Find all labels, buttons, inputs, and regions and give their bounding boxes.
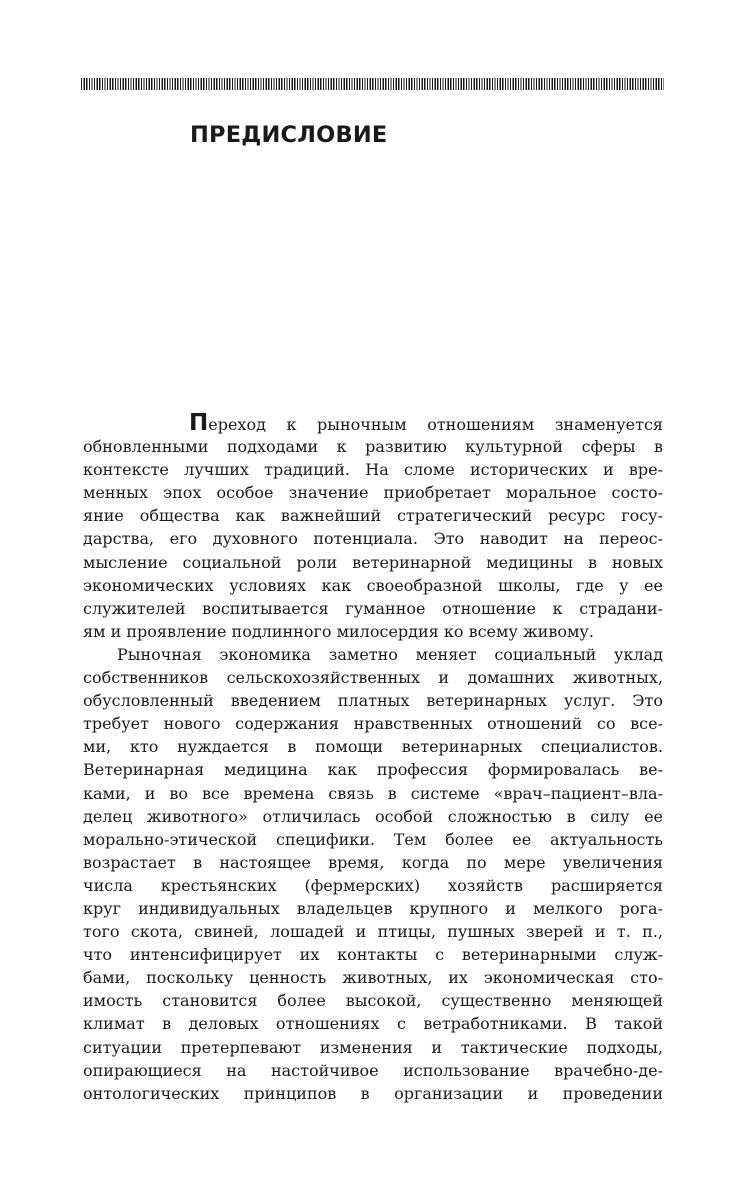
text-line: бами, поскольку ценность животных, их экономическая сто- — [83, 968, 663, 988]
text-line: имость становится более высокой, существенно меняющей — [83, 991, 663, 1011]
text-line: Рыночная экономика заметно меняет социальный уклад — [117, 644, 663, 664]
text-line: собственников сельскохозяйственных и домашних животных, — [83, 668, 663, 688]
text-line: яние общества как важнейший стратегический ресурс госу- — [83, 506, 663, 526]
text-line: служителей воспитывается гуманное отношение к страдани- — [83, 598, 663, 618]
paragraph-2 — [83, 643, 663, 1105]
text-line: числа крестьянских (фермерских) хозяйств расширяется — [83, 875, 663, 895]
text-line: что интенсифицирует их контакты с ветеринарными служ- — [83, 945, 663, 965]
drop-cap: П — [189, 410, 209, 436]
text-line: ми, кто нуждается в помощи ветеринарных специалистов. — [83, 737, 663, 757]
text-line: мысление социальной роли ветеринарной медицины в новых — [83, 552, 663, 572]
text-line: обновленными подходами к развитию культурной сферы в — [83, 437, 663, 457]
text-line: климат в деловых отношениях с ветработниками. В такой — [83, 1014, 663, 1034]
text-line: ям и проявление подлинного милосердия ко всему живому. — [83, 621, 594, 641]
text-line: морально-этической специфики. Тем более ее актуальность — [83, 829, 663, 849]
body-text — [83, 412, 663, 1105]
text-line: требует нового содержания нравственных отношений со все- — [83, 714, 663, 734]
text-line: возрастает в настоящее время, когда по мере увеличения — [83, 852, 663, 872]
text-line: того скота, свиней, лошадей и птицы, пушных зверей и т. п., — [83, 922, 663, 942]
text-line: дарства, его духовного потенциала. Это наводит на переос- — [83, 529, 663, 549]
text-line: Переход к рыночным отношениям знаменуется — [189, 410, 663, 436]
text-line: менных эпох особое значение приобретает моральное состо- — [83, 483, 663, 503]
text-line: опирающиеся на настойчивое использование врачебно-де- — [83, 1060, 663, 1080]
text-line: ситуации претерпевают изменения и тактические подходы, — [83, 1037, 663, 1057]
text-line: Ветеринарная медицина как профессия формировалась ве- — [83, 760, 663, 780]
page-heading: ПРЕДИСЛОВИЕ — [190, 122, 388, 148]
text-line: обусловленный введением платных ветеринарных услуг. Это — [83, 691, 663, 711]
paragraph-1 — [83, 412, 663, 643]
text-line: ками, и во все времена связь в системе «врач–пациент–вла- — [83, 783, 663, 803]
top-decorative-rule — [81, 78, 664, 90]
text-line: онтологических принципов в организации и проведении — [83, 1083, 663, 1103]
text-line: круг индивидуальных владельцев крупного и мелкого рога- — [83, 898, 663, 918]
text-line: экономических условиях как своеобразной школы, где у ее — [83, 575, 663, 595]
text-line: контексте лучших традиций. На сломе исторических и вре- — [83, 460, 663, 480]
text-line: делец животного» отличилась особой сложностью в силу ее — [83, 806, 663, 826]
